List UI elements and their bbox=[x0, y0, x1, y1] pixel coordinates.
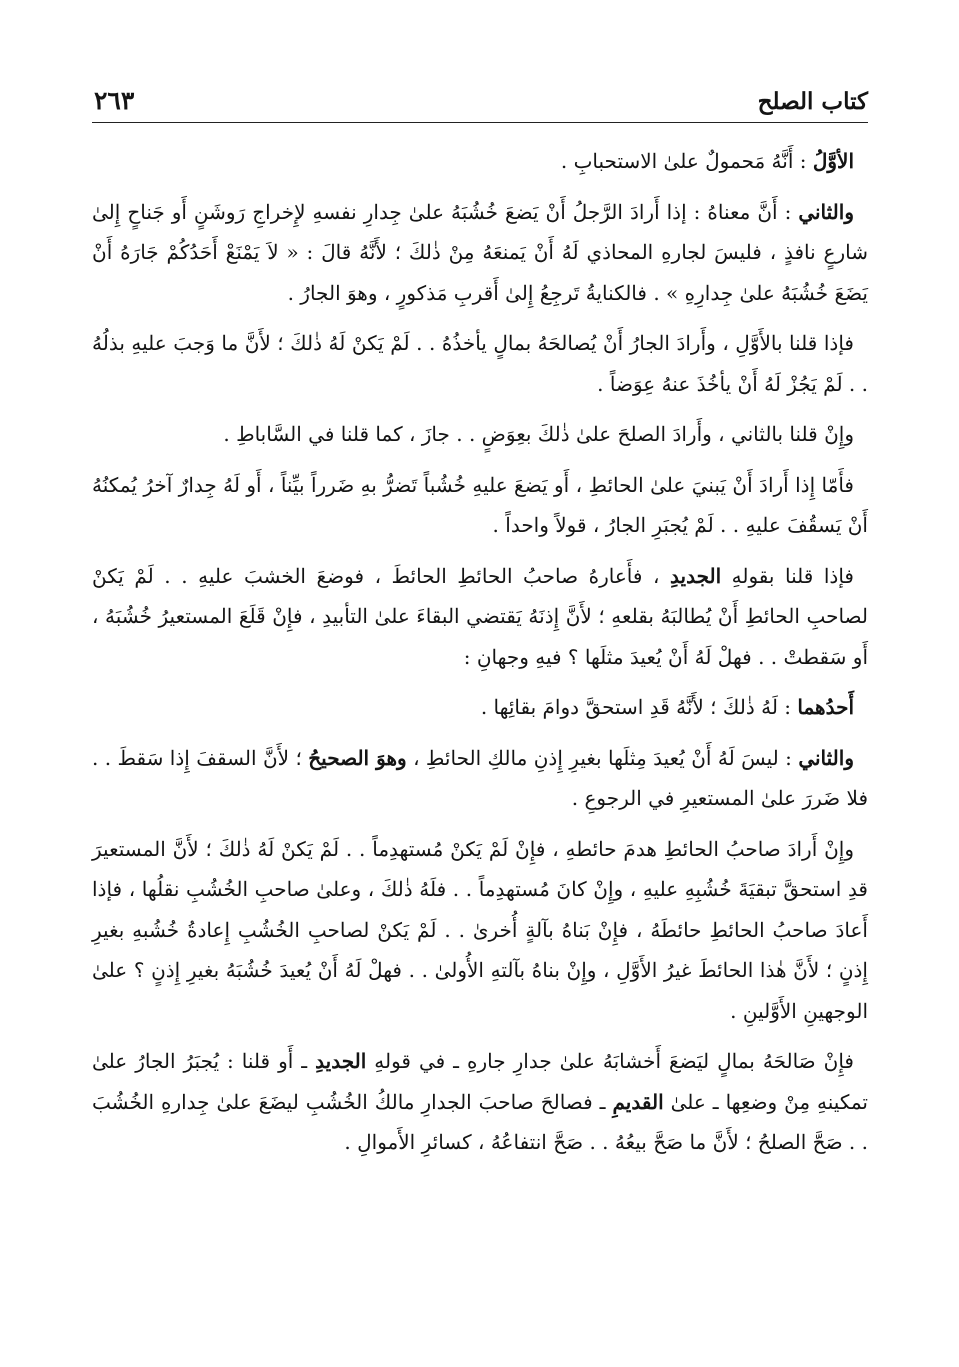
text-segment: : أَنَّهُ مَحمولٌ علىٰ الاستحبابِ . bbox=[560, 149, 813, 173]
page-number: ٢٦٣ bbox=[94, 86, 135, 115]
text-segment: ؛ لأَنَّ السقفَ إِذا سَقطَ . . فلا ضَررَ علىٰ المستعيرِ في الرجوعِ . bbox=[92, 745, 868, 810]
page-header bbox=[92, 78, 868, 123]
text-segment: فإِنْ صَالحَهُ بمالٍ ليَضعَ أَخشابَهُ علىٰ جدارِ جارهِ ـ في قولهِ bbox=[366, 1049, 854, 1073]
text-segment: : لَهُ ذٰلكَ ؛ لأَنَّهُ قَدِ استحقَّ دوامَ بقائِها . bbox=[480, 695, 798, 719]
running-title: كتاب الصلح bbox=[757, 88, 868, 115]
text-segment: وإِنْ قلنا بالثاني ، وأَرادَ الصلحَ علىٰ ذٰلكَ بعِوَضٍ . . جازَ ، كما قلنا في السَّاباطِ . bbox=[223, 422, 854, 446]
paragraph bbox=[92, 323, 868, 404]
text-segment: ، فأَعارهُ صاحبُ الحائطِ الحائطَ ، فوضعَ الخشبَ عليهِ . . لَمْ يَكنْ لصاحبِ الحائطِ أَنْ يُطالبَهُ بقلعهِ ؛ لأَنَّ إِذنَهُ يَقتضي البقاءَ علىٰ التأبيدِ ، فإِنْ قَلَعَ المستعيرُ خُشُبَهُ ، أَو سَقطتْ . . فهلْ لَهُ أَنْ يُعيدَ مثلَها ؟ فيهِ وجهانِ : bbox=[92, 563, 868, 669]
text-segment: والثاني bbox=[798, 745, 854, 770]
text-segment: ـ فصالحَ صاحبَ الجدارِ مالكُ الخُشُبِ ليضَعَ علىٰ جِدارهِ الخُشُبَ . . صَحَّ الصلحُ ؛ لأَنَّ ما صَحَّ بيعُهُ . . صَحَّ انتفاعُهُ ، كسائرِ الأَموالِ . bbox=[92, 1089, 868, 1154]
paragraph bbox=[92, 141, 868, 182]
text-segment: وإِنْ أَرادَ صاحبُ الحائطِ هدمَ حائطهِ ، فإِنْ لَمْ يَكنْ مُستهدِماً . . لَمْ يَكنْ لَهُ ذٰلكَ ؛ لأَنَّ المستعيرَ قدِ استحقَّ تبقيَةَ خُشُبِهِ عليهِ ، وإِنْ كانَ مُستهدِماً . . فلَهُ ذٰلكَ ، وعلىٰ صاحبِ الخُشُبِ نقلُها ، فإذا أَعادَ صاحبُ الحائطِ حائطَهُ ، فإِنْ بَناهُ بآلةٍ أُخرىٰ . . لَمْ يَكنْ لصاحبِ الخُشُبِ إِعادةُ خُشُبهِ بغيرِ إِذنٍ ؛ لأَنَّ هٰذا الحائطَ غيرُ الأَوَّلِ ، وإِنْ بناهُ بآلتهِ الأُولىٰ . . فهلْ لَهُ أَنْ يُعيدَ خُشُبَهُ بغيرِ إِذنٍ ؟ علىٰ الوجهينِ الأَوَّلينِ . bbox=[92, 836, 868, 1023]
text-segment: الجديدِ bbox=[315, 1049, 367, 1073]
paragraph bbox=[92, 687, 868, 728]
text-segment: أَحدُهما bbox=[797, 695, 854, 719]
text-segment: القديمِ bbox=[612, 1089, 664, 1114]
text-segment: فإذا قلنا بقولهِ bbox=[721, 563, 854, 588]
text-segment: فإذا قلنا بالأَوَّلِ ، وأَرادَ الجارُ أَنْ يُصالحَهُ بمالٍ يأخذُهُ . . لَمْ يَكنْ لَهُ ذٰلكَ ؛ لأَنَّ ما وَجبَ عليهِ بذلُهُ . . لَمْ يَجُزْ لَهُ أَنْ يأخُذَ عنهُ عِوَضاً . bbox=[92, 331, 868, 396]
paragraph bbox=[92, 192, 868, 314]
text-segment: : ليسَ لَهُ أَنْ يُعيدَ مِثلَها بغيرِ إِذنِ مالكِ الحائطِ ، bbox=[406, 745, 799, 770]
text-segment: : أَنَّ معناهُ : إذا أَرادَ الرَّجلُ أَنْ يَضعَ خُشُبَهُ علىٰ جِدارِ نفسهِ لإِخراجِ رَوشَنٍ أَو جَناحٍ إِلىٰ شارعٍ نافذٍ ، فليسَ لجارهِ المحاذي لَهُ أَنْ يَمنعَهُ مِنْ ذٰلكَ ؛ لأَنَّهُ قالَ : « لاَ يَمْنَعْ أَحَدُكُمْ جَارَهُ أَنْ يَضَعَ خُشُبَهُ علىٰ جِدارِهِ » . فالكنايةُ تَرجِعُ إِلىٰ أَقربِ مَذكورٍ ، وهوَ الجارُ . bbox=[92, 199, 868, 305]
text-segment: فأَمّا إِذا أَرادَ أَنْ يَبنيَ علىٰ الحائطِ ، أَو يَضعَ عليهِ خُشُباً تَضرُّ بهِ ضَرراً بيِّناً ، أَو لَهُ جِدارٌ آخرُ يُمكنُهُ أَنْ يَسقُفَ عليهِ . . لَمْ يُجبَرِ الجارُ ، قولاً واحداً . bbox=[92, 472, 868, 537]
text-segment: والثاني bbox=[798, 199, 854, 224]
page-body bbox=[92, 123, 868, 1163]
paragraph bbox=[92, 1041, 868, 1163]
paragraph bbox=[92, 556, 868, 678]
text-segment: ـ أَو قلنا : يُجبَرُ الجارُ علىٰ تمكينهِ مِنْ وضعِها ـ علىٰ bbox=[92, 1049, 868, 1114]
paragraph bbox=[92, 738, 868, 819]
text-segment: الجديدِ bbox=[670, 563, 722, 588]
book-page bbox=[92, 78, 868, 1338]
text-segment: الأوَّلُ bbox=[812, 149, 854, 173]
paragraph bbox=[92, 829, 868, 1032]
text-segment: وهوَ الصحيحُ bbox=[308, 745, 407, 770]
paragraph bbox=[92, 465, 868, 546]
paragraph bbox=[92, 414, 868, 455]
